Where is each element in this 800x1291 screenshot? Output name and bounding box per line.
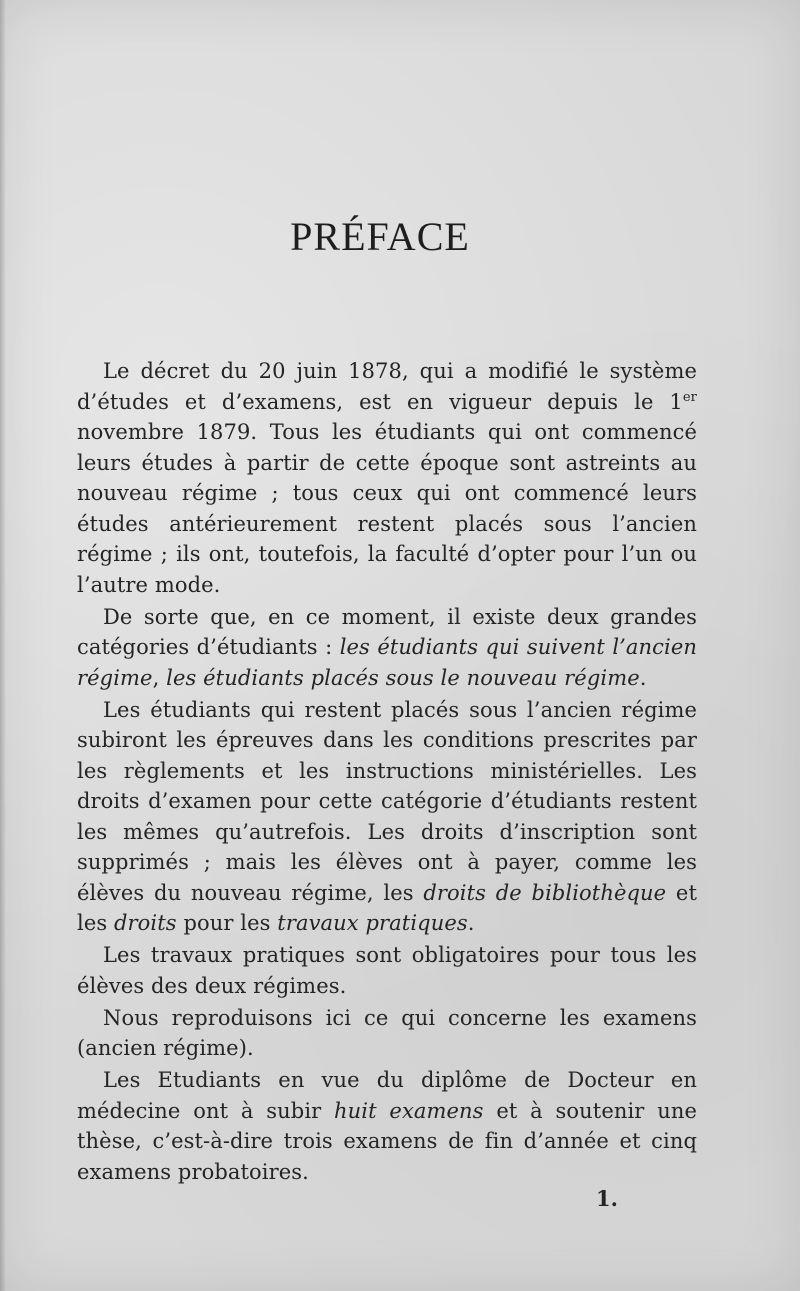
paragraph-2-text-a: De sorte que, en ce moment, il existe deux grandes catégories d’étudiants : (77, 604, 697, 659)
paragraph-2-text-c: . (639, 665, 647, 690)
paragraph-1-text-b: novembre 1879. Tous les étudiants qui ont commencé leurs études à partir de cette époque sont astreints au nouveau régime ; tous ceux qui ont commencé leurs études antérieurement restent placés sous l’ancien régime ; ils ont, toutefois, la faculté d’opter pour l’un ou l’autre mode. (77, 420, 697, 597)
page-binding-shadow (0, 0, 6, 1291)
ordinal-superscript: er (682, 389, 697, 405)
paragraph-3-italic-2: droits (114, 911, 177, 935)
paragraph-4: Les travaux pratiques sont obligatoires pour tous les élèves des deux régimes. (77, 943, 697, 998)
paragraph-2-italic-1: les étudiants qui suivent l’ancien régime (77, 635, 697, 690)
page-title: PRÉFACE (290, 214, 470, 259)
paragraph-6-text-a: Les Etudiants en vue du diplôme de Docteur en médecine ont à subir (77, 1068, 697, 1123)
paragraph-6-text-b: et à soutenir une thèse, c’est-à-dire trois examens de fin d’année et cinq examens probatoires. (77, 1098, 697, 1184)
paragraph-3-italic-1: droits de bibliothèque (423, 880, 667, 905)
paragraph-3-text-d: . (467, 911, 475, 935)
paragraph-5: Nous reproduisons ici ce qui concerne les examens (ancien régime). (77, 1005, 697, 1060)
page-number: 1. (596, 1186, 618, 1211)
preface-body (77, 356, 697, 1187)
paragraph-2 (77, 602, 697, 694)
paragraph-3-italic-3: travaux pratiques (277, 911, 468, 935)
paragraph-3-text-c: pour les (176, 911, 278, 935)
paragraph-2-text-b: , (152, 665, 167, 690)
paragraph-1-text-a: Le décret du 20 juin 1878, qui a modifié le système d’études et d’examens, est en vigueur depuis le 1 (77, 359, 697, 414)
paragraph-3 (77, 695, 697, 939)
paragraph-2-italic-2: les étudiants placés sous le nouveau régime (166, 665, 640, 690)
paragraph-3-text-a: Les étudiants qui restent placés sous l’ancien régime subiront les épreuves dans les conditions prescrites par les règlements et les instructions ministérielles. Les droits d’examen pour cette catégorie d’étudiants restent les mêmes qu’autrefois. Les droits d’inscription sont supprimés ; mais les élèves ont à payer, comme les élèves du nouveau régime, les (77, 697, 697, 905)
paragraph-6 (77, 1065, 697, 1187)
paragraph-1 (77, 356, 697, 600)
paragraph-3-text-b: et les (77, 880, 697, 935)
paragraph-6-italic-1: huit examens (334, 1098, 484, 1123)
